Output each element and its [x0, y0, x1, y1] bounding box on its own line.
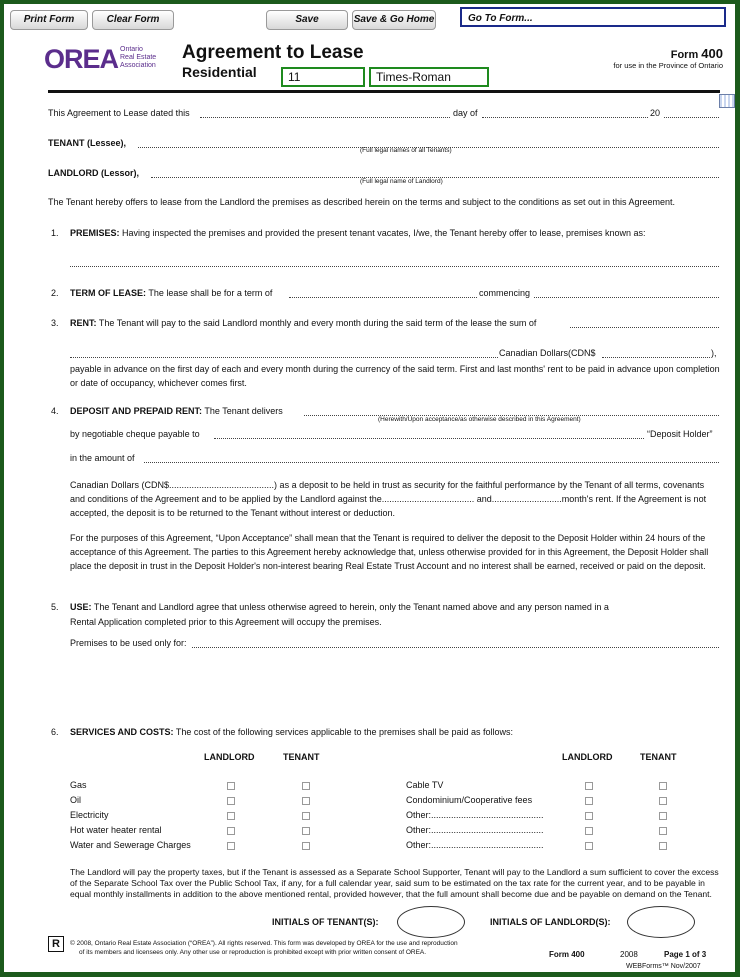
header-rule: [48, 90, 720, 93]
oil-tenant-checkbox[interactable]: [302, 797, 310, 805]
font-name-field[interactable]: Times-Roman: [369, 67, 489, 87]
premises-field[interactable]: [70, 266, 719, 267]
initials-tenant-label: INITIALS OF TENANT(S):: [272, 917, 379, 927]
rent-cdn-label: Canadian Dollars(CDN$: [499, 348, 596, 358]
cable-tenant-checkbox[interactable]: [659, 782, 667, 790]
page-title: Agreement to Lease: [182, 42, 364, 63]
year-field[interactable]: [664, 117, 719, 118]
go-to-form-select[interactable]: Go To Form...: [460, 7, 726, 27]
other-3-landlord-checkbox[interactable]: [585, 842, 593, 850]
tenant-label: TENANT (Lessee),: [48, 138, 127, 148]
service-oil: Oil: [70, 795, 81, 805]
deposit-hint: (Herewith/Upon acceptance/as otherwise described in this Agreement): [378, 416, 581, 423]
col-landlord-right: LANDLORD: [562, 752, 613, 762]
cheque-label: by negotiable cheque payable to: [70, 429, 200, 439]
taxes-paragraph: The Landlord will pay the property taxes, but if the Tenant is assessed as a Separate School Supporter, Tenant will pay to the Landlord a sum sufficient to cover the excess of the Separate School Tax over the Public School Tax, if any, for a full calendar year, said sum to be estimated on the tax rate for the current year, and to be payable in equal monthly installments in addition to the above mentioned rental, provided however, that the full amount shall become due and be payable on demand on the Tenant.: [70, 867, 719, 899]
orea-logo: OREA: [44, 44, 119, 74]
page-subtitle: Residential: [182, 64, 257, 80]
condo-landlord-checkbox[interactable]: [585, 797, 593, 805]
section-5-number: 5.: [51, 602, 59, 612]
other-1-tenant-checkbox[interactable]: [659, 812, 667, 820]
province-note: for use in the Province of Ontario: [613, 61, 723, 70]
section-3-number: 3.: [51, 318, 59, 328]
dated-field[interactable]: [200, 117, 450, 118]
offer-text: The Tenant hereby offers to lease from the Landlord the premises as described herein on the terms and subject to the conditions as set out in this Agreement.: [48, 197, 676, 207]
service-other-3[interactable]: Other:.............................................: [406, 840, 544, 850]
service-other-1[interactable]: Other:.............................................: [406, 810, 544, 820]
deposit-paragraph: Canadian Dollars (CDN$..........................................) as a deposit to be held in trust as security for the faithful performance by the Tenant of all terms, covenants and conditions of the Agreement and to be applied by the Landlord against the..................................... and............................month's rent. If the Agreement is not accepted, the deposit is to be returned to the Tenant without interest or deduction.: [70, 480, 707, 518]
upon-acceptance-paragraph: For the purposes of this Agreement, “Upon Acceptance” shall mean that the Tenant is required to deliver the deposit to the Deposit Holder within 24 hours of the acceptance of this Agreement. The parties to this Agreement hereby acknowledge that, unless otherwise provided for in this Agreement, the Deposit Holder shall place the deposit in trust in the Deposit Holder's non-interest bearing Real Estate Trust Account and no interest shall be earned, received or paid on the deposit.: [70, 533, 709, 571]
other-3-tenant-checkbox[interactable]: [659, 842, 667, 850]
rent-cdn-field[interactable]: [602, 357, 710, 358]
tenant-hint: (Full legal names of all Tenants): [360, 147, 452, 154]
electricity-tenant-checkbox[interactable]: [302, 812, 310, 820]
section-1-text: PREMISES: Having inspected the premises and provided the present tenant vacates, I/we, the Tenant hereby offer to lease, premises known as:: [70, 228, 646, 238]
service-electricity: Electricity: [70, 810, 109, 820]
landlord-hint: (Full legal name of Landlord): [360, 178, 443, 185]
cable-landlord-checkbox[interactable]: [585, 782, 593, 790]
dated-label: This Agreement to Lease dated this: [48, 108, 190, 118]
deposit-holder-label: “Deposit Holder”: [647, 429, 713, 439]
other-2-tenant-checkbox[interactable]: [659, 827, 667, 835]
service-other-2[interactable]: Other:.............................................: [406, 825, 544, 835]
section-2-number: 2.: [51, 288, 59, 298]
initials-landlord-field[interactable]: [627, 906, 695, 938]
section-6-text: SERVICES AND COSTS: The cost of the following services applicable to the premises shall be paid as follows:: [70, 727, 514, 737]
orea-logo-text: Ontario Real Estate Association: [120, 46, 157, 69]
footer-year: 2008: [620, 950, 638, 959]
service-gas: Gas: [70, 780, 87, 790]
cheque-payable-field[interactable]: [214, 438, 644, 439]
initials-landlord-label: INITIALS OF LANDLORD(S):: [490, 917, 611, 927]
amount-field[interactable]: [144, 462, 719, 463]
col-landlord-left: LANDLORD: [204, 752, 255, 762]
premises-use-field[interactable]: [192, 647, 719, 648]
clear-form-button[interactable]: Clear Form: [92, 10, 174, 30]
gas-landlord-checkbox[interactable]: [227, 782, 235, 790]
footer-page: Page 1 of 3: [664, 950, 707, 959]
other-1-landlord-checkbox[interactable]: [585, 812, 593, 820]
other-2-landlord-checkbox[interactable]: [585, 827, 593, 835]
rent-words-field[interactable]: [70, 357, 498, 358]
day-of-field[interactable]: [482, 117, 648, 118]
section-3-text: RENT: The Tenant will pay to the said Landlord monthly and every month during the said term of the lease the sum of: [70, 318, 537, 328]
realtor-logo: R: [48, 936, 64, 952]
hot-water-tenant-checkbox[interactable]: [302, 827, 310, 835]
font-size-field[interactable]: 11: [281, 67, 365, 87]
service-hot-water: Hot water heater rental: [70, 825, 162, 835]
calendar-icon[interactable]: [719, 94, 735, 108]
oil-landlord-checkbox[interactable]: [227, 797, 235, 805]
service-cable-tv: Cable TV: [406, 780, 444, 790]
service-water-sewerage: Water and Sewerage Charges: [70, 840, 191, 850]
premises-use-label: Premises to be used only for:: [70, 638, 187, 648]
day-of-label: day of: [453, 108, 478, 118]
commencing-label: commencing: [479, 288, 531, 298]
print-form-button[interactable]: Print Form: [10, 10, 88, 30]
col-tenant-left: TENANT: [283, 752, 320, 762]
water-tenant-checkbox[interactable]: [302, 842, 310, 850]
col-tenant-right: TENANT: [640, 752, 677, 762]
water-landlord-checkbox[interactable]: [227, 842, 235, 850]
footer-webforms: WEBForms™ Nov/2007: [626, 963, 701, 970]
rent-cdn-close: ),: [711, 348, 717, 358]
section-1-number: 1.: [51, 228, 59, 238]
section-4-number: 4.: [51, 406, 59, 416]
copyright-text: © 2008, Ontario Real Estate Association (“OREA”). All rights reserved. This form was developed by OREA for the use and reproduction of its members and licensees only. Any other use or reproduction is prohibited except with prior written consent of OREA.: [70, 940, 458, 956]
save-button[interactable]: Save: [266, 10, 348, 30]
condo-tenant-checkbox[interactable]: [659, 797, 667, 805]
save-go-home-button[interactable]: Save & Go Home: [352, 10, 436, 30]
section-5-text: USE: The Tenant and Landlord agree that unless otherwise agreed to herein, only the Tenant named above and any person named in a: [70, 602, 609, 612]
section-4-text: DEPOSIT AND PREPAID RENT: The Tenant delivers: [70, 406, 283, 416]
electricity-landlord-checkbox[interactable]: [227, 812, 235, 820]
term-field[interactable]: [289, 297, 477, 298]
rent-sum-field[interactable]: [570, 327, 719, 328]
form-number: Form 400: [670, 46, 723, 61]
landlord-label: LANDLORD (Lessor),: [48, 168, 140, 178]
form-page: [4, 4, 735, 972]
amount-label: in the amount of: [70, 453, 135, 463]
gas-tenant-checkbox[interactable]: [302, 782, 310, 790]
commencing-field[interactable]: [534, 297, 719, 298]
footer-form: Form 400: [549, 950, 585, 959]
section-2-text: TERM OF LEASE: The lease shall be for a term of: [70, 288, 273, 298]
section-5-text-2: Rental Application completed prior to this Agreement will occupy the premises.: [70, 617, 382, 627]
year-label: 20: [650, 108, 661, 118]
hot-water-landlord-checkbox[interactable]: [227, 827, 235, 835]
service-condo-fees: Condominium/Cooperative fees: [406, 795, 533, 805]
section-6-number: 6.: [51, 727, 59, 737]
initials-tenant-field[interactable]: [397, 906, 465, 938]
rent-paragraph: payable in advance on the first day of each and every month during the currency of the said term. First and last months' rent to be paid in advance upon completion or date of occupancy, whichever comes first.: [70, 364, 720, 388]
